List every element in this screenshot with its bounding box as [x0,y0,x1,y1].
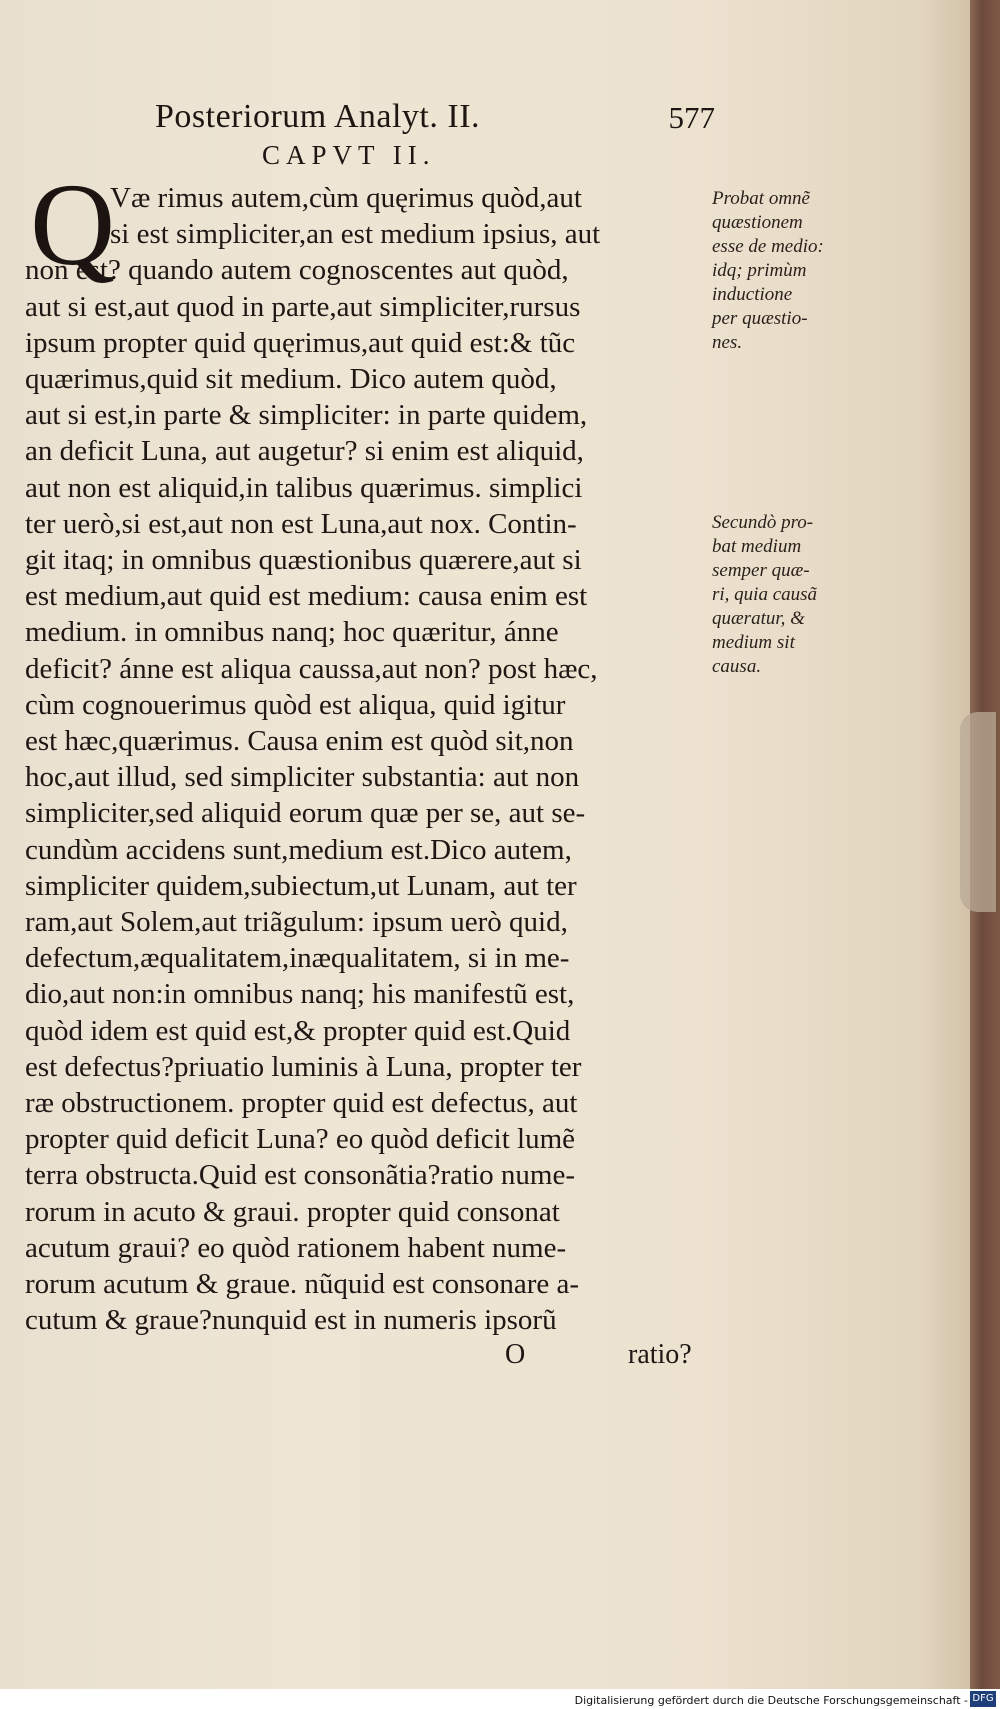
footer-bar [0,1689,1000,1709]
text-line: non est? quando autem cognoscentes aut quòd, [25,254,569,287]
text-line: ræ obstructionem. propter quid est defectus, aut [25,1087,578,1119]
margin-note-line: ri, quia causã [712,584,818,605]
text-line: aut si est,in parte & simpliciter: in parte quidem, [25,399,588,432]
text-line: rorum in acuto & graui. propter quid consonat [25,1195,560,1228]
margin-note-line: semper quæ- [712,560,810,581]
running-title: Posteriorum Analyt. II. [155,98,481,135]
footer-credit: Digitalisierung gefördert durch die Deutsche Forschungsgemeinschaft - [574,1694,968,1707]
text-line: rorum acutum & graue. nũquid est consonare a- [25,1268,580,1300]
margin-note-line: Probat omnẽ [712,188,810,209]
margin-note-line: bat medium [712,536,802,557]
page-header [155,98,715,142]
page-edge-tab [960,712,996,912]
margin-note-line: Secundò pro- [712,512,814,533]
margin-note-line: per quæstio- [712,308,808,329]
margin-note-line: esse de medio: [712,236,824,257]
text-line: dio,aut non:in omnibus nanq; his manifestũ est, [25,978,575,1011]
chapter-heading: CAPVT II. [262,140,436,170]
text-line: simpliciter,sed aliquid eorum quæ per se, aut se- [25,797,586,830]
text-line: hoc,aut illud, sed simpliciter substantia: aut non [25,761,580,794]
drop-cap: Q [30,159,116,290]
text-line: quòd idem est quid est,& propter quid est.Quid [25,1014,571,1047]
text-line: ipsum propter quid quęrimus,aut quid est:& tũc [25,326,576,359]
text-line: ram,aut Solem,aut triãgulum: ipsum uerò quid, [25,906,568,938]
text-line: ter uerò,si est,aut non est Luna,aut nox. Contin- [25,507,577,540]
text-line: simpliciter quidem,subiectum,ut Lunam, aut ter [25,869,577,902]
margin-note-line: quæratur, & [712,608,805,629]
text-line: git itaq; in omnibus quæstionibus quærere,aut si [25,544,582,576]
text-line: est hæc,quærimus. Causa enim est quòd sit,non [25,725,574,757]
text-line: cutum & graue?nunquid est in numeris ipsorũ [25,1304,557,1337]
signature-mark: O [505,1339,526,1370]
text-line: an deficit Luna, aut augetur? si enim est aliquid, [25,435,584,468]
text-line: defectum,æqualitatem,inæqualitatem, si in me- [25,942,570,975]
margin-note-line: idq; primùm [712,260,807,281]
text-line: est defectus?priuatio luminis à Luna, propter ter [25,1050,582,1083]
catchword: ratio? [628,1339,692,1370]
text-line: medium. in omnibus nanq; hoc quæritur, ánne [25,616,559,649]
text-line: deficit? ánne est aliqua caussa,aut non? post hæc, [25,652,598,685]
text-line: est medium,aut quid est medium: causa enim est [25,580,588,613]
page-number: 577 [668,100,715,135]
text-line: si est simpliciter,an est medium ipsius, aut [110,218,601,251]
text-line: Væ rimus autem,cùm quęrimus quòd,aut [110,182,582,214]
text-line: acutum graui? eo quòd rationem habent nume- [25,1231,567,1264]
margin-note-line: medium sit [712,632,795,653]
text-line: aut si est,aut quod in parte,aut simpliciter,rursus [25,290,581,323]
margin-note-line: inductione [712,284,793,305]
margin-note-line: nes. [712,332,743,353]
text-line: propter quid deficit Luna? eo quòd deficit lumẽ [25,1123,576,1156]
text-line: cùm cognouerimus quòd est aliqua, quid igitur [25,688,566,721]
text-line: aut non est aliquid,in talibus quærimus. simplici [25,471,583,504]
text-line: cundùm accidens sunt,medium est.Dico autem, [25,833,572,866]
text-line: quærimus,quid sit medium. Dico autem quòd, [25,363,557,395]
dfg-logo: DFG [970,1691,996,1707]
margin-note-line: causa. [712,656,762,677]
text-line: terra obstructa.Quid est consonãtia?ratio nume- [25,1159,575,1192]
margin-note-line: quæstionem [712,212,803,233]
